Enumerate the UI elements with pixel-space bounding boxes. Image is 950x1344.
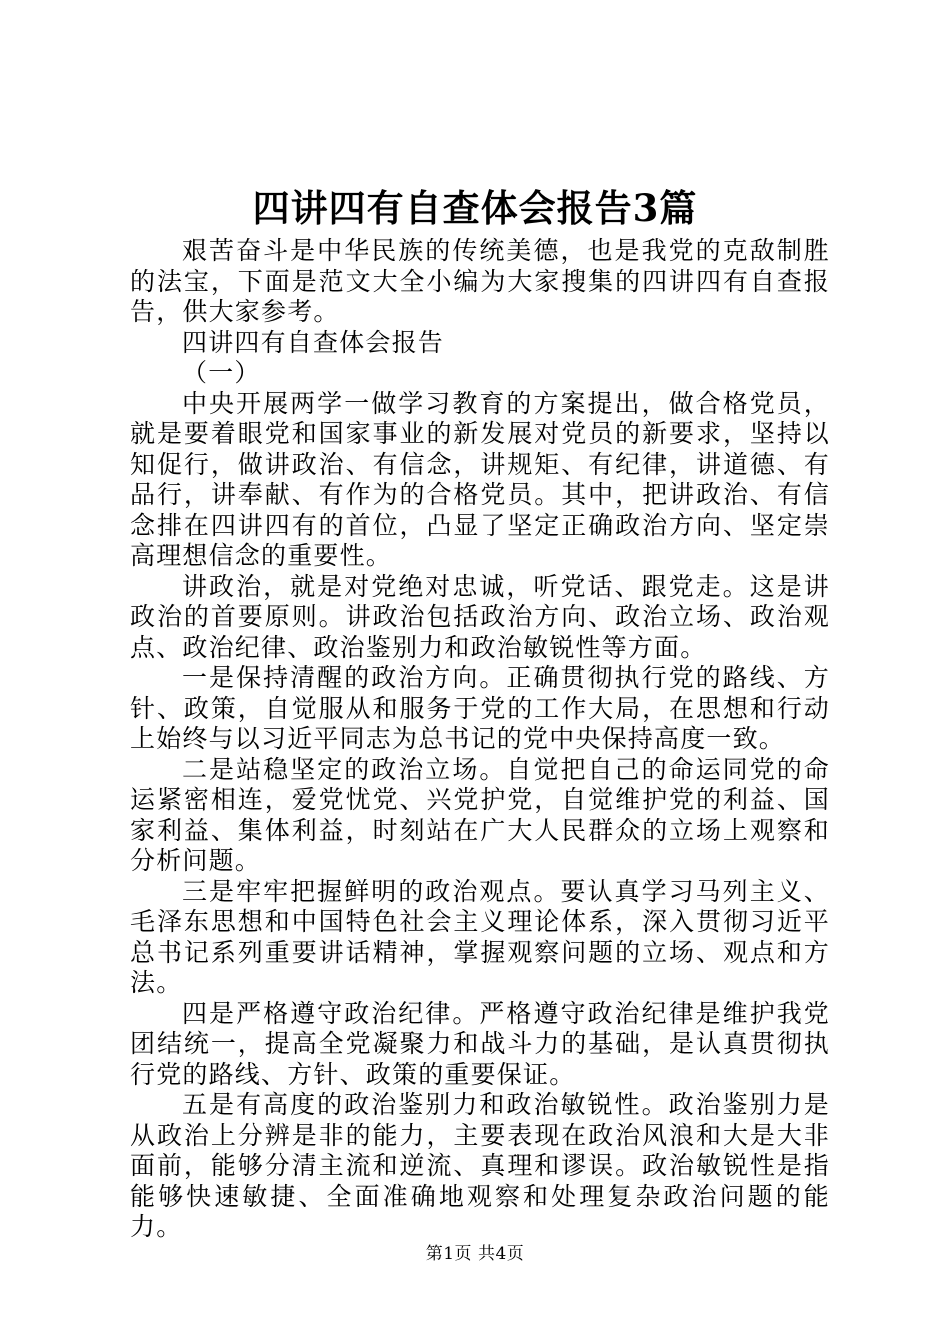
document-title: 四讲四有自查体会报告3篇: [252, 186, 698, 230]
page-footer: 第1页 共4页: [425, 1244, 525, 1264]
paragraph-body: 中央开展两学一做学习教育的方案提出，做合格党员，就是要着眼党和国家事业的新发展对党员的新要求，坚持以知促行，做讲政治、有信念，讲规矩、有纪律，讲道德、有品行，讲奉献、有作为的合格党员。其中，把讲政治、有信念排在四讲四有的首位，凸显了坚定正确政治方向、坚定崇高理想信念的重要性。: [130, 388, 830, 570]
document-body: [130, 236, 830, 1243]
paragraph-intro: 艰苦奋斗是中华民族的传统美德，也是我党的克敌制胜的法宝，下面是范文大全小编为大家搜集的四讲四有自查报告，供大家参考。: [130, 236, 830, 326]
paragraph-body: 四是严格遵守政治纪律。严格遵守政治纪律是维护我党团结统一，提高全党凝聚力和战斗力的基础，是认真贯彻执行党的路线、方针、政策的重要保证。: [130, 998, 830, 1089]
paragraph-body: 五是有高度的政治鉴别力和政治敏锐性。政治鉴别力是从政治上分辨是非的能力，主要表现在政治风浪和大是大非面前，能够分清主流和逆流、真理和谬误。政治敏锐性是指能够快速敏捷、全面准确地观察和处理复杂政治问题的能力。: [130, 1090, 830, 1241]
paragraph-body: 三是牢牢把握鲜明的政治观点。要认真学习马列主义、毛泽东思想和中国特色社会主义理论体系，深入贯彻习近平总书记系列重要讲话精神，掌握观察问题的立场、观点和方法。: [130, 876, 830, 997]
paragraph-body: 一是保持清醒的政治方向。正确贯彻执行党的路线、方针、政策，自觉服从和服务于党的工作大局，在思想和行动上始终与以习近平同志为总书记的党中央保持高度一致。: [130, 663, 830, 753]
paragraph-section-number: （一）: [182, 358, 261, 387]
paragraph-subtitle: 四讲四有自查体会报告: [182, 327, 445, 357]
paragraph-body: 讲政治，就是对党绝对忠诚，听党话、跟党走。这是讲政治的首要原则。讲政治包括政治方向、政治立场、政治观点、政治纪律、政治鉴别力和政治敏锐性等方面。: [130, 571, 830, 662]
paragraph-body: 二是站稳坚定的政治立场。自觉把自己的命运同党的命运紧密相连，爱党忧党、兴党护党，自觉维护党的利益、国家利益、集体利益，时刻站在广大人民群众的立场上观察和分析问题。: [130, 754, 830, 875]
